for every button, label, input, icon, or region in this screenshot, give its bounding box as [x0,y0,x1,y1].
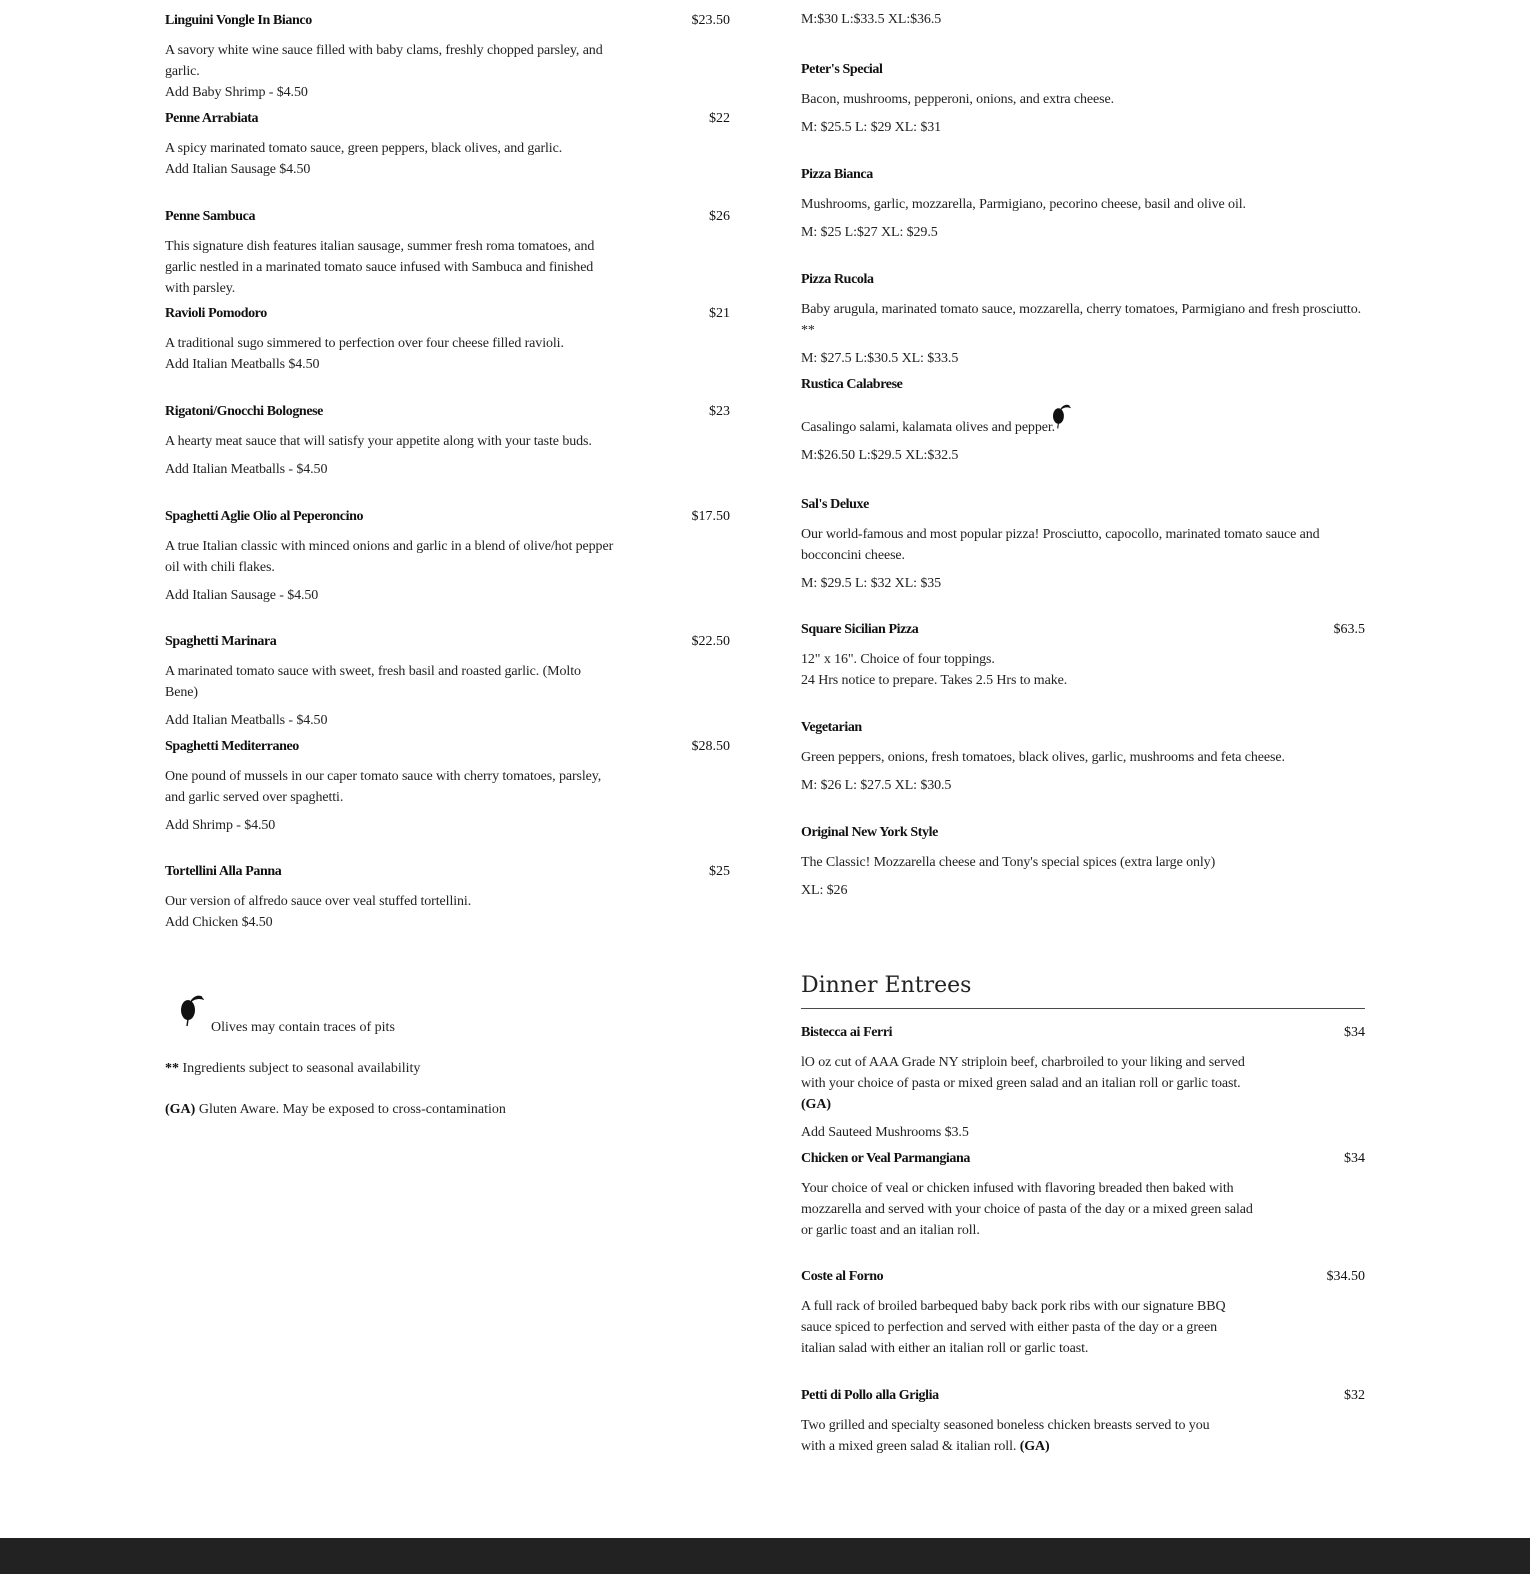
item-description: Casalingo salami, kalamata olives and pepper. [801,420,1056,435]
item-description: 12" x 16". Choice of four toppings. [801,652,995,667]
pizza-sizes: M: $27.5 L:$30.5 XL: $33.5 [801,351,959,366]
menu-item [801,719,1365,796]
item-addon: Add Italian Meatballs - $4.50 [165,713,328,728]
menu-item [801,1387,1365,1457]
item-addon: Add Chicken $4.50 [165,915,273,930]
item-price: $26 [709,209,730,224]
asterisk-mark: ** [165,1061,179,1076]
item-name: Petti di Pollo alla Griglia [801,1388,939,1403]
menu-item [165,863,730,933]
item-description: A spicy marinated tomato sauce, green peppers, black olives, and garlic. [165,141,563,156]
pizza-sizes: M:$26.50 L:$29.5 XL:$32.5 [801,448,959,463]
asterisk-note: Ingredients subject to seasonal availability [182,1061,421,1076]
item-price: $25 [709,864,730,879]
item-name: Ravioli Pomodoro [165,306,267,321]
menu-item [801,1150,1365,1241]
olive-note: Olives may contain traces of pits [211,1020,395,1035]
menu-item [165,305,730,375]
item-description: This signature dish features italian sausage, summer fresh roma tomatoes, and garlic nestled in a marinated tomato sauce infused with Sambuca and finished with parsley. [165,239,595,296]
item-description: Mushrooms, garlic, mozzarella, Parmigiano, pecorino cheese, basil and olive oil. [801,197,1246,212]
menu-item [165,208,730,299]
item-name: Spaghetti Marinara [165,634,277,649]
menu-item [165,633,730,731]
menu-item [165,508,730,606]
item-name: Linguini Vongle In Bianco [165,13,312,28]
item-price: $17.50 [691,509,730,524]
menu-item [801,1268,1365,1359]
menu-item [801,621,1365,691]
menu-item [801,376,1365,466]
item-description: Our version of alfredo sauce over veal stuffed tortellini. [165,894,472,909]
ga-mark: (GA) [165,1102,196,1117]
item-description: A marinated tomato sauce with sweet, fresh basil and roasted garlic. (Molto Bene) [165,664,581,700]
item-addon: Add Italian Sausage $4.50 [165,162,311,177]
section-title: Dinner Entrees [801,972,1365,1009]
item-addon: Add Italian Sausage - $4.50 [165,588,319,603]
item-description: A traditional sugo simmered to perfection over four cheese filled ravioli. [165,336,564,351]
item-name: Original New York Style [801,825,938,840]
item-name: Rigatoni/Gnocchi Bolognese [165,404,323,419]
pizza-sizes: M:$30 L:$33.5 XL:$36.5 [801,12,942,27]
item-note: 24 Hrs notice to prepare. Takes 2.5 Hrs to make. [801,673,1068,688]
olive-icon [175,992,205,1033]
menu-item [801,1024,1365,1143]
item-description: A true Italian classic with minced onions and garlic in a blend of olive/hot pepper oil with chili flakes. [165,539,614,575]
footer-bar [0,1538,1530,1574]
item-price: $28.50 [691,739,730,754]
menu-item [801,496,1365,594]
item-price: $21 [709,306,730,321]
item-name: Chicken or Veal Parmangiana [801,1151,971,1166]
item-description: Our world-famous and most popular pizza! Prosciutto, capocollo, marinated tomato sauce and bocconcini cheese. [801,527,1320,563]
item-name: Spaghetti Aglie Olio al Peperoncino [165,509,364,524]
item-name: Penne Sambuca [165,209,256,224]
item-description: Bacon, mushrooms, pepperoni, onions, and extra cheese. [801,92,1115,107]
ga-badge: (GA) [1019,1439,1050,1454]
item-name: Pizza Rucola [801,272,874,287]
item-name: Vegetarian [801,720,862,735]
item-addon: Add Baby Shrimp - $4.50 [165,85,308,100]
item-description: A hearty meat sauce that will satisfy your appetite along with your taste buds. [165,434,592,449]
item-description: Green peppers, onions, fresh tomatoes, black olives, garlic, mushrooms and feta cheese. [801,750,1285,765]
menu-item [165,738,730,836]
item-name: Coste al Forno [801,1269,884,1284]
item-price: $34 [1344,1151,1365,1166]
menu-item [801,166,1365,243]
item-name: Sal's Deluxe [801,497,869,512]
ga-badge: (GA) [801,1097,831,1112]
item-description: Your choice of veal or chicken infused with flavoring breaded then baked with mozzarella and served with your choice of pasta of the day or a mixed green salad or garlic toast and an italian roll. [801,1181,1253,1238]
menu-item [165,12,730,103]
item-price: $22 [709,111,730,126]
menu-item [165,403,730,480]
pizza-sizes: M: $29.5 L: $32 XL: $35 [801,576,942,591]
item-addon: Add Italian Meatballs $4.50 [165,357,320,372]
item-name: Pizza Bianca [801,167,873,182]
menu-legend [165,992,665,1120]
item-description: lO oz cut of AAA Grade NY striploin beef, charbroiled to your liking and served with your choice of pasta or mixed green salad and an italian roll or garlic toast. [801,1055,1245,1091]
menu-item [165,110,730,180]
item-name: Spaghetti Mediterraneo [165,739,299,754]
item-name: Penne Arrabiata [165,111,259,126]
item-description: One pound of mussels in our caper tomato sauce with cherry tomatoes, parsley, and garlic served over spaghetti. [165,769,602,805]
pizza-sizes: M: $25.5 L: $29 XL: $31 [801,120,942,135]
item-name: Square Sicilian Pizza [801,622,919,637]
item-price: $23 [709,404,730,419]
item-price: $34 [1344,1025,1365,1040]
item-addon: Add Sauteed Mushrooms $3.5 [801,1125,969,1140]
item-price: $32 [1344,1388,1365,1403]
item-name: Tortellini Alla Panna [165,864,282,879]
pizza-sizes: XL: $26 [801,883,848,898]
item-addon: Add Italian Meatballs - $4.50 [165,462,328,477]
menu-item [801,61,1365,138]
item-description: Two grilled and specialty seasoned boneless chicken breasts served to you with a mixed green salad & italian roll. [801,1418,1210,1454]
item-price: $22.50 [691,634,730,649]
pizza-sizes: M: $25 L:$27 XL: $29.5 [801,225,938,240]
item-description: Baby arugula, marinated tomato sauce, mozzarella, cherry tomatoes, Parmigiano and fresh prosciutto. ** [801,302,1362,338]
menu-item [801,824,1365,901]
item-addon: Add Shrimp - $4.50 [165,818,276,833]
item-description: A full rack of broiled barbequed baby back pork ribs with our signature BBQ sauce spiced to perfection and served with either pasta of the day or a green italian salad with either an italian roll or garlic toast. [801,1299,1226,1356]
item-description: A savory white wine sauce filled with baby clams, freshly chopped parsley, and garlic. [165,43,603,79]
item-name: Peter's Special [801,62,883,77]
ga-note: Gluten Aware. May be exposed to cross-contamination [198,1102,506,1117]
item-price: $34.50 [1326,1269,1365,1284]
item-price: $63.5 [1333,622,1365,637]
item-name: Bistecca ai Ferri [801,1025,893,1040]
item-description: The Classic! Mozzarella cheese and Tony's special spices (extra large only) [801,855,1216,870]
item-price: $23.50 [691,13,730,28]
item-name: Rustica Calabrese [801,377,903,392]
menu-item [801,271,1365,369]
olive-icon [1048,402,1072,435]
pizza-sizes: M: $26 L: $27.5 XL: $30.5 [801,778,952,793]
